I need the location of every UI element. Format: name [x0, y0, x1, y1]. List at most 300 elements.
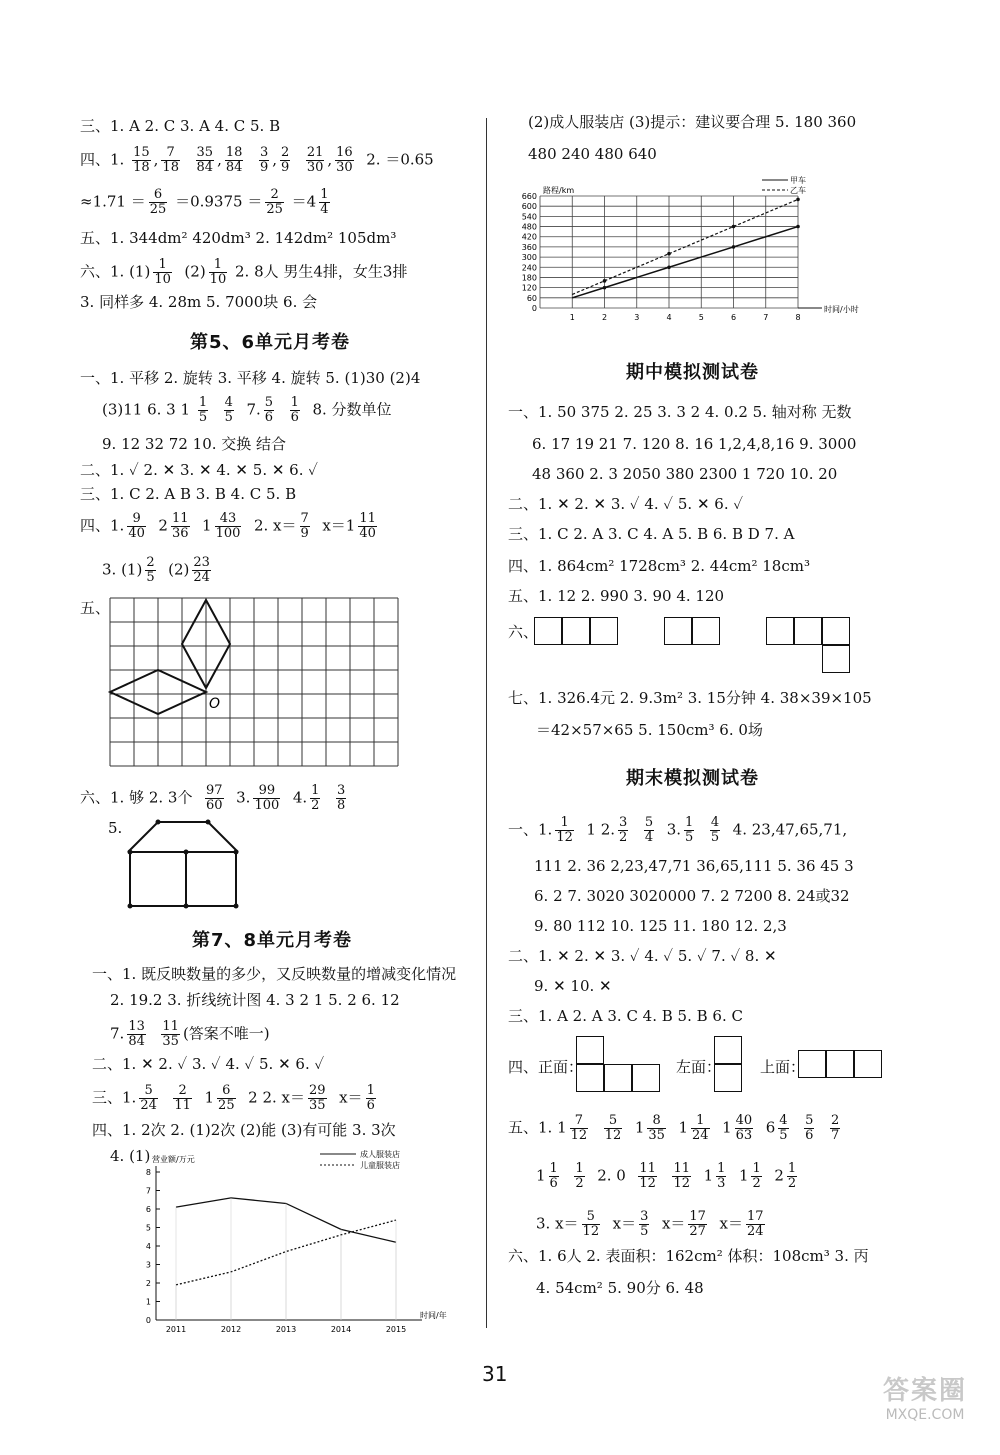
numerator: 5: [264, 395, 274, 410]
denominator: 6: [805, 1128, 814, 1143]
answer-line: 48 360 2. 3 2050 380 2300 1 720 10. 20: [532, 465, 838, 483]
fraction: [306, 146, 325, 175]
answer-line: 2. 19.2 3. 折线统计图 4. 3 2 1 5. 2 6. 12: [110, 991, 400, 1009]
label: 3. x＝: [536, 1214, 579, 1233]
fraction: [618, 816, 628, 845]
label: (2): [168, 560, 190, 579]
denominator: 2: [619, 830, 628, 845]
fraction: [716, 1162, 726, 1191]
section-title: 第5、6单元月考卷: [190, 332, 351, 353]
denominator: 25: [218, 1098, 235, 1113]
denominator: 5: [146, 570, 155, 585]
numerator: 4: [779, 1113, 788, 1128]
numerator: 40: [735, 1113, 753, 1128]
label: 一、1.: [508, 820, 553, 839]
denominator: 27: [689, 1224, 706, 1239]
label: 2: [774, 1166, 784, 1185]
denominator: 5: [779, 1128, 788, 1143]
x-tick-label: 2012: [220, 1325, 242, 1334]
house-roof: [128, 822, 238, 852]
denominator: 6: [264, 410, 274, 425]
fraction: [335, 146, 354, 175]
numerator: 3: [336, 783, 346, 798]
fraction: [787, 1162, 797, 1191]
label: 五、1. 1: [508, 1118, 567, 1137]
label: 4. 23,47,65,71,: [732, 820, 848, 839]
answer-line: 一、1. 50 375 2. 25 3. 3 2 4. 0.2 5. 轴对称 无数: [508, 403, 852, 421]
fraction: [149, 188, 168, 217]
denominator: 9: [300, 526, 309, 541]
numerator: 2: [265, 188, 284, 203]
numerator: 1: [198, 395, 208, 410]
square: [714, 1064, 742, 1092]
square: [714, 1036, 742, 1064]
square: [822, 617, 850, 645]
house-dot: [128, 904, 133, 909]
answer-line: [110, 1020, 270, 1049]
fraction: [139, 1084, 158, 1113]
numerator: 18: [225, 145, 243, 160]
answer-line: [508, 1114, 843, 1143]
numerator: 21: [306, 145, 324, 160]
distance-line-chart: [498, 172, 888, 334]
denominator: 36: [171, 526, 189, 541]
answer-line: 二、1. ✓ 2. ✕ 3. ✕ 4. ✕ 5. ✕ 6. ✓: [80, 461, 318, 479]
x-tick-label: 8: [795, 313, 801, 322]
answer-line: 三、1. A 2. C 3. A 4. C 5. B: [80, 117, 281, 135]
denominator: 12: [556, 830, 573, 845]
denominator: 2: [311, 798, 320, 813]
label: (2): [184, 262, 206, 281]
answer-line: 七、1. 326.4元 2. 9.3m² 3. 15分钟 4. 38×39×105: [508, 689, 872, 707]
numerator: 7: [161, 146, 180, 161]
numerator: 1: [320, 187, 329, 202]
x-tick-label: 7: [763, 313, 769, 322]
label: 六、1. 够 2. 3个: [80, 788, 193, 807]
label: x＝: [612, 1214, 637, 1233]
answer-line: 五、1. 12 2. 990 3. 90 4. 120: [508, 587, 725, 605]
watermark-logo: 答案圈: [882, 1376, 967, 1406]
numerator: 5: [805, 1113, 814, 1128]
numerator: 29: [309, 1083, 326, 1098]
numerator: 3: [640, 1209, 649, 1224]
label: x＝1: [322, 516, 356, 535]
numerator: 8: [647, 1114, 666, 1129]
label: 2. 0: [597, 1166, 626, 1185]
answer-label: 六、: [508, 623, 539, 641]
label: 1: [202, 516, 212, 535]
numerator: 1: [691, 1114, 710, 1129]
label: ＝4: [291, 192, 317, 211]
fraction: [300, 512, 310, 541]
square: [826, 1050, 854, 1078]
fraction: [735, 1114, 754, 1143]
denominator: 4: [644, 830, 654, 845]
answer-line: (2)成人服装店 (3)提示：建议要合理 5. 180 360: [528, 113, 857, 131]
y-tick-label: 120: [521, 283, 537, 293]
denominator: 40: [359, 526, 376, 541]
fraction: [259, 146, 269, 175]
grid-figure: [108, 596, 400, 768]
label: 六、1. (1): [80, 262, 151, 281]
fraction: [171, 512, 190, 541]
label: 四、1.: [80, 516, 125, 535]
numerator: 1: [685, 815, 694, 830]
y-tick-label: 3: [145, 1260, 151, 1270]
square: [664, 617, 692, 645]
answer-line: 六、1. 6人 2. 表面积：162cm² 体积：108cm³ 3. 丙: [508, 1247, 869, 1265]
numerator: 17: [746, 1209, 764, 1224]
house-dot: [234, 850, 239, 855]
data-point: [796, 225, 800, 229]
numerator: 7: [300, 511, 309, 526]
label: 2. ＝0.65: [366, 150, 434, 169]
fraction: [684, 816, 694, 845]
label: 1: [204, 1088, 215, 1107]
label: 7.: [110, 1024, 125, 1043]
label: ≈1.71 ＝: [80, 192, 146, 211]
answer-line: [80, 188, 333, 217]
data-point: [603, 286, 607, 290]
denominator: 11: [174, 1098, 191, 1113]
denominator: 84: [128, 1034, 145, 1049]
numerator: 1: [787, 1161, 797, 1176]
y-tick-label: 1: [145, 1297, 151, 1307]
label: 4.: [292, 788, 308, 807]
fraction: [127, 1020, 146, 1049]
section-title: 第7、8单元月考卷: [192, 930, 353, 951]
y-axis-label: 营业额/万元: [152, 1155, 195, 1164]
label: 3.: [666, 820, 681, 839]
answer-line: [508, 816, 847, 845]
answer-line: 9. ✕ 10. ✕: [534, 977, 612, 995]
x-tick-label: 6: [730, 313, 737, 322]
fraction: [192, 556, 211, 585]
denominator: 12: [673, 1176, 691, 1191]
numerator: 6: [149, 188, 168, 203]
y-tick-label: 0: [145, 1316, 151, 1325]
answer-line: 一、1. 既反映数量的多少，又反映数量的增减变化情况: [92, 965, 457, 983]
denominator: 5: [710, 830, 720, 845]
numerator: 43: [215, 512, 242, 527]
y-axis-label: 路程/km: [543, 186, 575, 195]
x-tick-label: 4: [666, 313, 672, 322]
y-tick-label: 540: [521, 212, 537, 222]
denominator: 12: [570, 1128, 588, 1143]
legend-label: 乙车: [790, 186, 806, 195]
fraction: [644, 816, 654, 845]
answer-label: 上面：: [760, 1058, 806, 1076]
answer-line: [102, 396, 392, 425]
grid-lines: [110, 598, 398, 766]
fraction: [336, 784, 346, 813]
data-point: [796, 198, 800, 202]
denominator: 60: [206, 798, 223, 813]
denominator: 2: [575, 1176, 584, 1191]
denominator: 18: [133, 160, 150, 175]
numerator: 11: [162, 1019, 179, 1034]
denominator: 7: [830, 1128, 840, 1143]
legend-label: 儿童服装店: [360, 1161, 400, 1170]
data-point: [667, 265, 671, 269]
square: [692, 617, 720, 645]
fraction: [145, 556, 155, 585]
denominator: 5: [640, 1224, 649, 1239]
answer-line: 9. 12 32 72 10. 交换 结合: [102, 435, 287, 453]
square: [590, 617, 618, 645]
fraction: [638, 1162, 657, 1191]
answer-label: 四、正面：: [508, 1058, 584, 1076]
fraction: [127, 512, 146, 541]
denominator: 9: [259, 160, 269, 175]
house-figure: [124, 818, 244, 910]
denominator: 9: [281, 160, 290, 175]
numerator: 11: [171, 511, 189, 526]
answer-line: [92, 1084, 379, 1113]
label: 1: [536, 1166, 546, 1185]
x-tick-label: 2011: [165, 1325, 187, 1334]
square: [822, 645, 850, 673]
denominator: 35: [162, 1034, 179, 1049]
numerator: 1: [366, 1083, 375, 1098]
numerator: 1: [153, 258, 172, 273]
numerator: 2: [146, 555, 155, 570]
answer-line: 4. 54cm² 5. 90分 6. 48: [536, 1279, 704, 1297]
y-tick-label: 7: [145, 1186, 151, 1196]
square: [576, 1064, 604, 1092]
answer-line: 四、1. 2次 2. (1)2次 (2)能 (3)有可能 3. 3次: [92, 1121, 396, 1139]
square: [632, 1064, 660, 1092]
fraction: [778, 1114, 788, 1143]
house-dot: [206, 820, 211, 825]
square: [854, 1050, 882, 1078]
fraction: [639, 1210, 649, 1239]
label: 2. 8人 男生4排，女生3排: [235, 262, 408, 281]
label: x＝: [719, 1214, 743, 1233]
square: [534, 617, 562, 645]
x-axis-label: 时间/小时: [824, 305, 859, 314]
denominator: 6: [290, 410, 299, 425]
answer-label: 5.: [108, 819, 123, 837]
denominator: 5: [224, 410, 233, 425]
label: (3)11 6. 3 1: [102, 400, 191, 419]
numerator: 6: [217, 1084, 236, 1099]
label: 1: [678, 1118, 688, 1137]
denominator: 18: [162, 160, 179, 175]
y-tick-label: 2: [145, 1279, 151, 1288]
numerator: 2: [830, 1113, 840, 1128]
square: [562, 617, 590, 645]
answer-line: 三、1. A 2. A 3. C 4. B 5. B 6. C: [508, 1007, 743, 1025]
answer-line: 三、1. C 2. A 3. C 4. A 5. B 6. B D 7. A: [508, 525, 795, 543]
y-tick-label: 60: [526, 293, 537, 303]
numerator: 1: [549, 1161, 558, 1176]
label: x＝: [661, 1214, 686, 1233]
house-dot: [184, 850, 189, 855]
denominator: 10: [154, 272, 171, 287]
denominator: 25: [149, 202, 167, 217]
fraction: [746, 1210, 765, 1239]
numerator: 11: [673, 1161, 691, 1176]
fraction: [196, 146, 215, 175]
square: [766, 617, 794, 645]
legend-label: 甲车: [790, 176, 806, 185]
answer-line: 6. 17 19 21 7. 120 8. 16 1,2,4,8,16 9. 3000: [532, 435, 857, 453]
fraction: [161, 1020, 180, 1049]
square: [798, 1050, 826, 1078]
numerator: 15: [133, 145, 150, 160]
label: 8. 分数单位: [312, 400, 392, 419]
numerator: 17: [689, 1209, 706, 1224]
label: 1: [703, 1166, 714, 1185]
answer-line: [102, 556, 214, 585]
fraction: [319, 188, 329, 217]
answer-label: 五、: [80, 599, 111, 617]
y-tick-label: 240: [521, 263, 537, 273]
denominator: 24: [140, 1098, 157, 1113]
fraction: [555, 816, 574, 845]
y-tick-label: 480: [521, 222, 537, 232]
fraction: [751, 1162, 761, 1191]
numerator: 35: [196, 145, 214, 160]
label: 四、1.: [80, 150, 125, 169]
y-tick-label: 0: [531, 304, 537, 313]
square: [794, 617, 822, 645]
x-tick-label: 3: [634, 313, 640, 322]
answer-line: [80, 258, 407, 287]
denominator: 12: [639, 1176, 656, 1191]
denominator: 6: [549, 1176, 558, 1191]
answer-line: 三、1. C 2. A B 3. B 4. C 5. B: [80, 485, 297, 503]
denominator: 25: [266, 202, 283, 217]
label: ＝0.9375 ＝: [175, 192, 263, 211]
column-divider: [486, 118, 487, 1328]
fraction: [132, 146, 151, 175]
fraction: [358, 512, 377, 541]
denominator: 5: [198, 410, 208, 425]
fraction: [264, 396, 274, 425]
watermark-url: MXQE.COM: [885, 1407, 965, 1423]
numerator: 11: [639, 1161, 656, 1176]
x-axis-label: 时间/年: [420, 1311, 447, 1320]
fraction: [366, 1084, 376, 1113]
fraction: [225, 146, 244, 175]
answer-line: 一、1. 平移 2. 旋转 3. 平移 4. 旋转 5. (1)30 (2)4: [80, 369, 421, 387]
numerator: 4: [710, 815, 720, 830]
y-tick-label: 660: [521, 192, 537, 201]
numerator: 4: [224, 395, 233, 410]
fraction: [604, 1114, 623, 1143]
y-tick-label: 180: [521, 273, 537, 283]
point-o-label: O: [209, 696, 221, 712]
answer-line: 6. 2 7. 3020 3020000 7. 2 7200 8. 24或32: [534, 887, 850, 905]
legend-label: 成人服装店: [360, 1150, 400, 1159]
watermark: [870, 1370, 980, 1440]
numerator: 2: [173, 1084, 192, 1099]
answer-line: 五、1. 344dm² 420dm³ 2. 142dm² 105dm³: [80, 229, 397, 247]
denominator: 2: [752, 1176, 761, 1191]
denominator: 30: [306, 160, 324, 175]
denominator: 12: [604, 1128, 622, 1143]
answer-line: 480 240 480 640: [528, 145, 657, 163]
label: 1: [738, 1166, 749, 1185]
section-title: 期末模拟测试卷: [626, 768, 759, 789]
fraction: [672, 1162, 691, 1191]
denominator: 10: [209, 272, 227, 287]
numerator: 3: [619, 815, 628, 830]
denominator: 6: [366, 1098, 375, 1113]
answer-line: [80, 784, 349, 813]
numerator: 13: [128, 1019, 145, 1034]
answer-line: 四、1. 864cm² 1728cm³ 2. 44cm² 18cm³: [508, 557, 810, 575]
fraction: [688, 1210, 707, 1239]
label: 3.: [236, 788, 251, 807]
numerator: 9: [127, 512, 146, 527]
numerator: 5: [644, 815, 654, 830]
fraction: [224, 396, 234, 425]
numerator: 1: [290, 395, 299, 410]
answer-line: [536, 1210, 768, 1239]
fraction: [574, 1162, 584, 1191]
numerator: 5: [139, 1084, 158, 1099]
label: 6: [765, 1118, 776, 1137]
denominator: 84: [196, 160, 214, 175]
house-dot: [234, 904, 239, 909]
denominator: 35: [309, 1098, 326, 1113]
fraction: [173, 1084, 192, 1113]
fraction: [209, 258, 228, 287]
answer-line: 3. 同样多 4. 28m 5. 7000块 6. 会: [80, 293, 318, 311]
denominator: 24: [692, 1128, 709, 1143]
label: 2: [158, 516, 168, 535]
fraction: [198, 396, 208, 425]
x-tick-label: 1: [569, 313, 575, 322]
answer-line: 二、1. ✕ 2. ✓ 3. ✓ 4. ✓ 5. ✕ 6. ✓: [92, 1055, 325, 1073]
fraction: [280, 146, 290, 175]
denominator: 40: [128, 526, 145, 541]
fraction: [253, 784, 280, 813]
fraction: [549, 1162, 559, 1191]
data-point: [667, 252, 671, 256]
numerator: 1: [209, 258, 228, 273]
answer-line: 4. (1): [110, 1147, 151, 1165]
sales-line-chart: [130, 1148, 470, 1336]
numerator: 11: [359, 511, 376, 526]
label: 1 2.: [586, 820, 616, 839]
y-tick-label: 5: [145, 1223, 151, 1233]
numerator: 1: [752, 1161, 761, 1176]
numerator: 97: [206, 783, 223, 798]
y-tick-label: 600: [521, 202, 537, 212]
fraction: [308, 1084, 327, 1113]
fraction: [290, 396, 300, 425]
numerator: 23: [193, 555, 210, 570]
label: 7.: [246, 400, 261, 419]
y-tick-label: 360: [521, 242, 537, 252]
label: 3. (1): [102, 560, 143, 579]
denominator: 12: [582, 1224, 600, 1239]
numerator: 5: [604, 1114, 623, 1129]
fraction: [217, 1084, 236, 1113]
square: [604, 1064, 632, 1092]
label: 1: [634, 1118, 645, 1137]
answer-line: [536, 1162, 800, 1191]
denominator: 63: [735, 1128, 753, 1143]
fraction: [830, 1114, 840, 1143]
denominator: 24: [746, 1224, 764, 1239]
denominator: 8: [336, 798, 346, 813]
x-tick-label: 2014: [330, 1325, 352, 1334]
